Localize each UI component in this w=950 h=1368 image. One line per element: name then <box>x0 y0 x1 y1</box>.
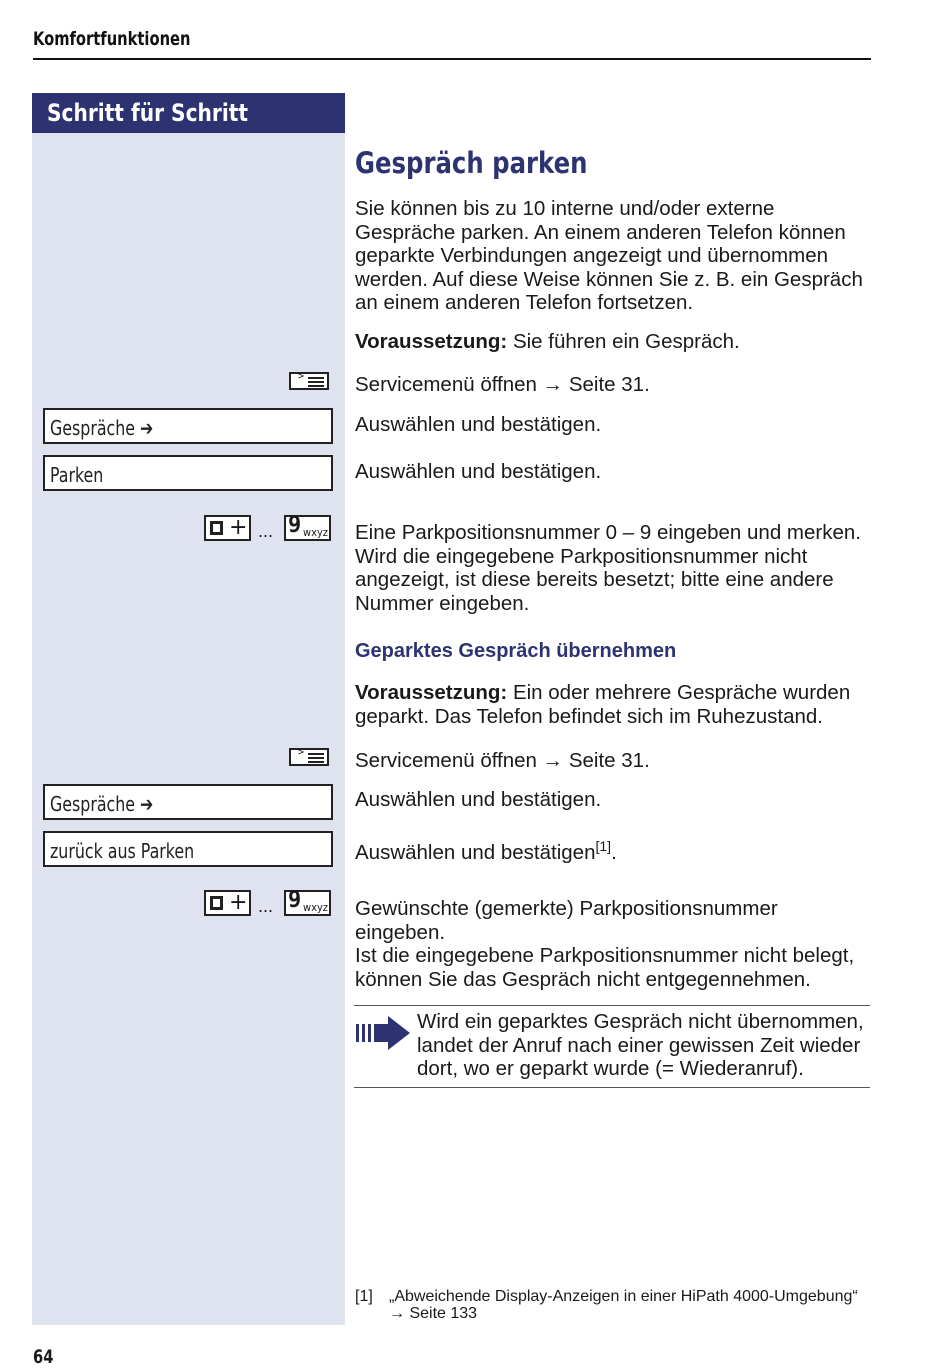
display-option-label: zurück aus Parken <box>50 839 195 863</box>
key-ellipsis: ... <box>258 896 274 916</box>
display-option-gespraeche-2[interactable] <box>43 784 333 820</box>
display-option-zurueck-aus-parken[interactable] <box>43 831 333 867</box>
page-number: 64 <box>33 1346 54 1368</box>
requirement-2: Voraussetzung: Ein oder mehrere Gespräche wurden geparkt. Das Telefon befindet sich im Ruhezustand. <box>355 681 851 728</box>
note-rule-bottom <box>354 1087 870 1088</box>
sidebar <box>32 93 345 1325</box>
footnote-number: [1] <box>355 1288 373 1305</box>
section-heading: Gespräch parken <box>355 146 588 180</box>
step-select-confirm: Auswählen und bestätigen. <box>355 460 602 483</box>
keypad-range-0-9 <box>204 890 334 920</box>
display-option-label: Gespräche ➔ <box>50 416 154 440</box>
footnote-text: „Abweichende Display-Anzeigen in einer HiPath 4000-Umgebung“ → Seite 133 <box>389 1288 858 1322</box>
header-rule <box>33 58 871 60</box>
display-option-label: Gespräche ➔ <box>50 792 154 816</box>
display-option-label: Parken <box>50 463 104 487</box>
key-ellipsis: ... <box>258 521 274 541</box>
display-option-gespraeche[interactable] <box>43 408 333 444</box>
requirement-1: Voraussetzung: Sie führen ein Gespräch. <box>355 330 740 353</box>
step-select-confirm: Auswählen und bestätigen. <box>355 788 602 811</box>
step-enter-park-number: Eine Parkpositionsnummer 0 – 9 eingeben und merken. Wird die eingegebene Parkpositionsnummer nicht angezeigt, ist diese bereits besetzt; bitte eine andere Nummer eingeben. <box>355 521 861 615</box>
key-9-icon: 9 wxyz <box>284 515 331 541</box>
step-enter-remembered-number: Gewünschte (gemerkte) Parkpositionsnummer eingeben. <box>355 897 778 944</box>
step-select-confirm: Auswählen und bestätigen. <box>355 413 602 436</box>
intro-paragraph: Sie können bis zu 10 interne und/oder externe Gespräche parken. An einem anderen Telefon können geparkte Verbindungen angezeigt und übernommen werden. Auf diese Weise können Sie z. B. ein Gespräch an einem anderen Telefon fortsetzen. <box>355 197 863 314</box>
display-option-parken[interactable] <box>43 455 333 491</box>
step-number-not-taken: Ist die eingegebene Parkpositionsnummer nicht belegt, können Sie das Gespräch nicht entgegennehmen. <box>355 944 855 991</box>
note-rule-top <box>354 1005 870 1006</box>
step-open-service-menu: Servicemenü öffnen → Seite 31. <box>355 749 650 772</box>
step-select-confirm-footnote: Auswählen und bestätigen[1]. <box>355 838 617 864</box>
step-open-service-menu: Servicemenü öffnen → Seite 31. <box>355 373 650 396</box>
sidebar-header <box>32 93 345 133</box>
note-pointer-icon <box>355 1016 411 1050</box>
service-menu-icon: > <box>289 748 329 766</box>
note-text: Wird ein geparktes Gespräch nicht übernommen, landet der Anruf nach einer gewissen Zeit wieder dort, wo er geparkt wurde (= Wiederanruf). <box>417 1010 864 1080</box>
subheading: Geparktes Gespräch übernehmen <box>355 640 677 662</box>
key-9-icon: 9 wxyz <box>284 890 331 916</box>
keypad-range-0-9 <box>204 515 334 545</box>
header-title: Komfortfunktionen <box>33 28 191 50</box>
sidebar-title: Schritt für Schritt <box>47 99 249 127</box>
key-0-icon: + <box>204 515 251 541</box>
service-menu-icon: > <box>289 372 329 390</box>
key-0-icon: + <box>204 890 251 916</box>
